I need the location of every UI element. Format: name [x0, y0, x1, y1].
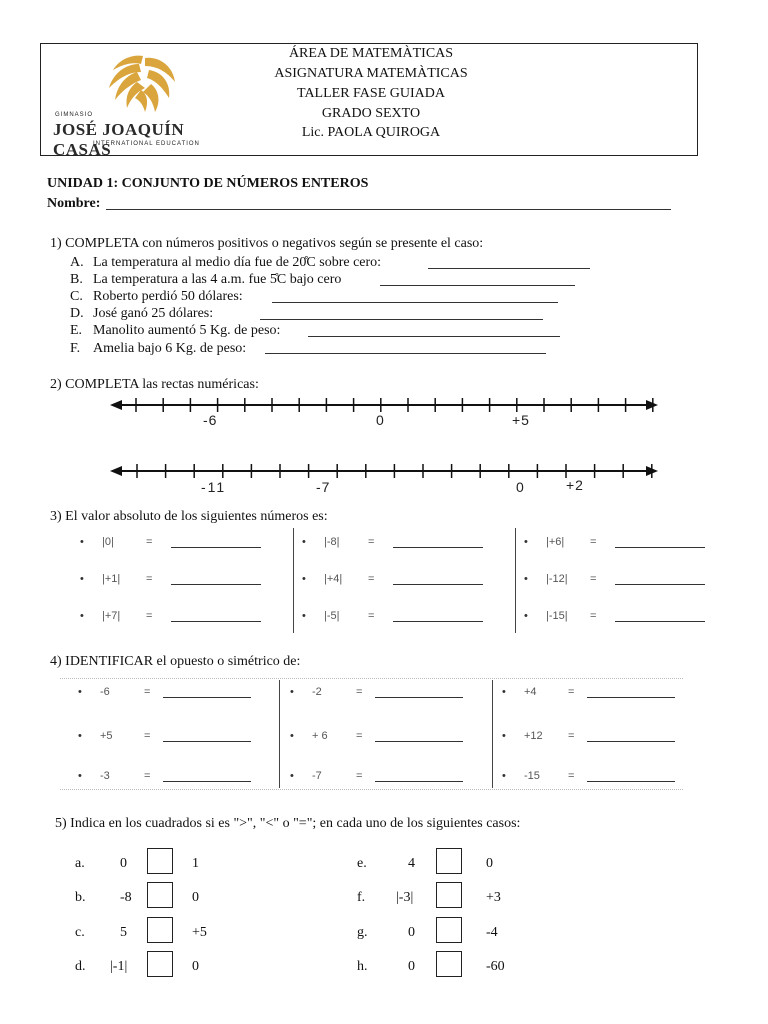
q5-answer-box[interactable]: [147, 848, 173, 874]
logo-small-top: GIMNASIO: [55, 112, 94, 118]
q4-value: -2: [312, 686, 322, 698]
q3-value: |-12|: [546, 573, 568, 585]
q3-bullet: •: [302, 573, 306, 585]
q1-letter-f: F.: [70, 341, 81, 356]
q1-letter-b: B.: [70, 272, 83, 287]
line1-label-1: -6: [203, 412, 218, 428]
header-box: [40, 43, 698, 159]
q3-bullet: •: [302, 536, 306, 548]
q5-answer-box[interactable]: [436, 882, 462, 908]
q3-equals: =: [146, 610, 153, 622]
name-label: Nombre:: [47, 196, 101, 211]
header-line-3: TALLER FASE GUIADA: [297, 86, 445, 101]
q3-answer[interactable]: [171, 547, 261, 548]
q3-bullet: •: [302, 610, 306, 622]
q1-answer-f[interactable]: [265, 353, 546, 354]
q3-value: |-8|: [324, 536, 340, 548]
q1-letter-d: D.: [70, 306, 84, 321]
q1-answer-c[interactable]: [272, 302, 558, 303]
q5-left-value: 0: [408, 925, 415, 940]
logo-main-text: JOSÉ JOAQUÍN CASAS: [53, 120, 185, 159]
q1-text-a: La temperatura al medio día fue de 20̊C sobre cero:: [93, 255, 382, 270]
q4-equals: =: [144, 770, 151, 782]
q1-answer-a[interactable]: [428, 268, 590, 269]
q5-right-value: 0: [192, 890, 199, 905]
q3-answer[interactable]: [393, 584, 483, 585]
q1-answer-d[interactable]: [260, 319, 543, 320]
q3-bullet: •: [524, 610, 528, 622]
q4-bullet: •: [290, 686, 294, 698]
line1-label-3: +5: [512, 412, 530, 428]
q4-bullet: •: [502, 686, 506, 698]
q3-equals: =: [590, 536, 597, 548]
q3-value: |-5|: [324, 610, 340, 622]
q4-answer[interactable]: [163, 741, 251, 742]
q4-answer[interactable]: [587, 697, 675, 698]
unit-title: UNIDAD 1: CONJUNTO DE NÚMEROS ENTEROS: [47, 176, 369, 191]
q4-bullet: •: [78, 770, 82, 782]
line2-label-4: +2: [566, 477, 584, 493]
q3-value: |+6|: [546, 536, 565, 548]
q5-letter: h.: [357, 959, 368, 974]
q4-bullet: •: [78, 686, 82, 698]
q5-left-value: |-1|: [110, 959, 128, 974]
q4-answer[interactable]: [375, 781, 463, 782]
q4-answer[interactable]: [163, 781, 251, 782]
q4-equals: =: [568, 730, 575, 742]
q3-divider-2: [515, 528, 516, 633]
q5-right-value: +5: [192, 925, 207, 940]
q3-answer[interactable]: [615, 584, 705, 585]
q4-value: + 6: [312, 730, 328, 742]
logo-small-bottom: INTERNATIONAL EDUCATION: [93, 141, 200, 147]
q5-left-value: 0: [120, 856, 127, 871]
q4-bullet: •: [290, 770, 294, 782]
q3-equals: =: [590, 610, 597, 622]
q4-value: +5: [100, 730, 113, 742]
q5-title: 5) Indica en los cuadrados si es ">", "<" o "="; en cada uno de los siguientes casos:: [55, 816, 521, 831]
q5-letter: g.: [357, 925, 368, 940]
q3-answer[interactable]: [171, 621, 261, 622]
lion-logo-icon: [93, 50, 193, 120]
q3-value: |+4|: [324, 573, 343, 585]
q3-bullet: •: [524, 573, 528, 585]
q4-equals: =: [356, 686, 363, 698]
q3-value: |0|: [102, 536, 114, 548]
q3-answer[interactable]: [615, 547, 705, 548]
header-line-2: ASIGNATURA MATEMÀTICAS: [274, 66, 468, 81]
q4-title: 4) IDENTIFICAR el opuesto o simétrico de:: [50, 654, 301, 669]
q5-letter: b.: [75, 890, 86, 905]
header-line-4: GRADO SEXTO: [321, 106, 421, 121]
q4-value: -7: [312, 770, 322, 782]
q3-value: |+1|: [102, 573, 121, 585]
q4-equals: =: [144, 730, 151, 742]
q1-answer-b[interactable]: [380, 285, 575, 286]
q3-equals: =: [590, 573, 597, 585]
q4-value: -6: [100, 686, 110, 698]
header-line-1: ÁREA DE MATEMÀTICAS: [288, 46, 454, 61]
q4-answer[interactable]: [375, 741, 463, 742]
q3-equals: =: [368, 573, 375, 585]
q3-bullet: •: [524, 536, 528, 548]
header-line-5: Lic. PAOLA QUIROGA: [301, 125, 441, 140]
q4-divider-1: [279, 680, 280, 788]
q5-answer-box[interactable]: [436, 848, 462, 874]
q1-letter-a: A.: [70, 255, 84, 270]
q4-value: +4: [524, 686, 537, 698]
q4-bullet: •: [502, 770, 506, 782]
q3-answer[interactable]: [615, 621, 705, 622]
q1-text-e: Manolito aumentó 5 Kg. de peso:: [93, 323, 281, 338]
q4-top-border: [60, 678, 683, 679]
q5-right-value: 1: [192, 856, 199, 871]
q5-left-value: 4: [408, 856, 415, 871]
q5-left-value: 5: [120, 925, 127, 940]
q5-answer-box[interactable]: [147, 882, 173, 908]
q3-value: |+7|: [102, 610, 121, 622]
q5-right-value: -4: [486, 925, 498, 940]
q3-title: 3) El valor absoluto de los siguientes números es:: [50, 509, 328, 524]
q5-left-value: -8: [120, 890, 132, 905]
q3-value: |-15|: [546, 610, 568, 622]
q4-equals: =: [356, 770, 363, 782]
q4-answer[interactable]: [163, 697, 251, 698]
line2-label-3: 0: [516, 479, 524, 495]
q4-divider-2: [492, 680, 493, 788]
q3-bullet: •: [80, 610, 84, 622]
line2-label-2: -7: [316, 479, 331, 495]
line2-label-1: -11: [201, 479, 227, 495]
q5-answer-box[interactable]: [147, 951, 173, 977]
q3-answer[interactable]: [393, 547, 483, 548]
q1-text-b: La temperatura a las 4 a.m. fue 5̊C bajo cero: [93, 272, 342, 287]
q5-letter: e.: [357, 856, 367, 871]
q5-right-value: +3: [486, 890, 501, 905]
q3-equals: =: [368, 536, 375, 548]
q4-answer[interactable]: [375, 697, 463, 698]
q4-value: -3: [100, 770, 110, 782]
q1-letter-c: C.: [70, 289, 83, 304]
q4-bullet: •: [78, 730, 82, 742]
q4-bullet: •: [290, 730, 294, 742]
q5-letter: a.: [75, 856, 85, 871]
number-line-1: [110, 395, 658, 415]
q5-left-value: 0: [408, 959, 415, 974]
q3-equals: =: [146, 536, 153, 548]
q4-value: -15: [524, 770, 540, 782]
q4-bullet: •: [502, 730, 506, 742]
q3-answer[interactable]: [171, 584, 261, 585]
q5-answer-box[interactable]: [436, 951, 462, 977]
q4-bottom-border: [60, 789, 683, 790]
q4-equals: =: [356, 730, 363, 742]
q5-answer-box[interactable]: [436, 917, 462, 943]
q1-letter-e: E.: [70, 323, 83, 338]
q3-divider-1: [293, 528, 294, 633]
q4-answer[interactable]: [587, 741, 675, 742]
q1-text-f: Amelia bajo 6 Kg. de peso:: [93, 341, 247, 356]
q1-text-d: José ganó 25 dólares:: [93, 306, 214, 321]
q2-title: 2) COMPLETA las rectas numéricas:: [50, 377, 259, 392]
q5-right-value: -60: [486, 959, 505, 974]
q3-equals: =: [368, 610, 375, 622]
q5-answer-box[interactable]: [147, 917, 173, 943]
q3-bullet: •: [80, 573, 84, 585]
q5-letter: d.: [75, 959, 86, 974]
q4-equals: =: [144, 686, 151, 698]
q4-equals: =: [568, 770, 575, 782]
q3-equals: =: [146, 573, 153, 585]
line1-label-2: 0: [376, 412, 384, 428]
q5-left-value: |-3|: [396, 890, 414, 905]
q3-bullet: •: [80, 536, 84, 548]
name-field[interactable]: [106, 209, 671, 210]
q4-answer[interactable]: [587, 781, 675, 782]
q1-answer-e[interactable]: [308, 336, 560, 337]
q1-text-c: Roberto perdió 50 dólares:: [93, 289, 243, 304]
q5-right-value: 0: [486, 856, 493, 871]
q1-title: 1) COMPLETA con números positivos o negativos según se presente el caso:: [50, 236, 484, 251]
q4-equals: =: [568, 686, 575, 698]
q5-letter: f.: [357, 890, 366, 905]
q4-value: +12: [524, 730, 543, 742]
q5-right-value: 0: [192, 959, 199, 974]
q3-answer[interactable]: [393, 621, 483, 622]
q5-letter: c.: [75, 925, 85, 940]
